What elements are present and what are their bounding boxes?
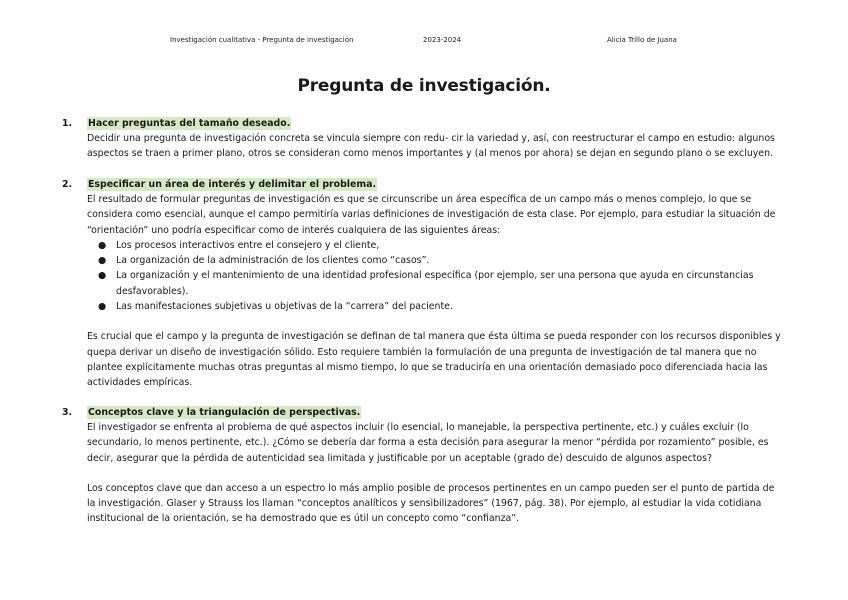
list-item: ● Las manifestaciones subjetivas u objetivas de la “carrera” del paciente. <box>87 299 782 314</box>
bullet-icon: ● <box>98 270 107 282</box>
bullet-icon: ● <box>98 301 107 313</box>
section-number: 1. <box>62 118 73 129</box>
paragraph: Es crucial que el campo y la pregunta de investigación se definan de tal manera que ésta última se pueda responder con los recursos disponibles y quepa derivar un diseño de investigación sólido. Esto requiere también la formulación de una pregunta de investigación de tal manera que no plantee explícitamente muchas otras preguntas al mismo tiempo, lo que se traduciría en una orientación demasiado poco diferenciada hacia las actividades empíricas. <box>87 331 781 389</box>
list-item: ● La organización de la administración de los clientes como “casos”. <box>87 253 782 268</box>
bullet-icon: ● <box>98 239 107 251</box>
page-title: Pregunta de investigación. <box>297 76 551 96</box>
section-3 <box>62 406 782 527</box>
paragraph: El investigador se enfrenta al problema de qué aspectos incluir (lo esencial, lo manejable, la perspectiva pertinente, etc.) y cuáles excluir (lo secundario, lo menos pertinente, etc.). ¿Cómo se debería dar forma a esta decisión para asegurar la menor “pérdida por rozamiento” posible, es decir, asegurar que la pérdida de autenticidad sea limitada y justificable por un aceptable (grado de) descuido de algunos aspectos? <box>87 422 769 464</box>
section-title: Conceptos clave y la triangulación de perspectivas. <box>88 407 361 418</box>
section-number: 3. <box>62 407 73 418</box>
section-number: 2. <box>62 179 73 190</box>
section-heading <box>62 178 782 191</box>
section-heading <box>62 117 782 130</box>
section-title: Hacer preguntas del tamaño deseado. <box>88 118 291 129</box>
paragraph: Los conceptos clave que dan acceso a un espectro lo más amplio posible de procesos pertinentes en un campo pueden ser el punto de partida de la investigación. Glaser y Strauss los llaman “conceptos analíticos y sensibilizadores” (1967, pág. 38). Por ejemplo, al estudiar la vida cotidiana institucional de la orientación, se ha demostrado que es útil un concepto como “confianza”. <box>87 482 775 525</box>
bullet-list <box>87 238 782 314</box>
section-2 <box>62 178 782 391</box>
paragraph: Decidir una pregunta de investigación concreta se vincula siempre con redu- cir la variedad y, así, con reestructurar el campo en estudio: algunos aspectos se traen a primer plano, otros se consideran como menos importantes y (al menos por ahora) se dejan en segundo plano o se excluyen. <box>87 133 775 160</box>
header-year: 2023-2024 <box>423 36 462 44</box>
section-1 <box>62 117 782 162</box>
list-item: ● Los procesos interactivos entre el consejero y el cliente, <box>87 238 782 253</box>
section-title: Especificar un área de interés y delimitar el problema. <box>88 179 377 190</box>
paragraph: El resultado de formular preguntas de investigación es que se circunscribe un área específica de un campo más o menos complejo, lo que se considera como esencial, aunque el campo permitiría varias definiciones de investigación de esta clase. Por ejemplo, para estudiar la situación de “orientación” uno podría especificar como de interés cualquiera de las siguientes áreas: <box>87 194 776 236</box>
list-item: ● La organización y el mantenimiento de una identidad profesional específica (por ejemplo, ser una persona que ayuda en circunstancias desfavorables). <box>98 270 754 297</box>
header-course: Investigación cualitativa - Pregunta de investigación <box>170 36 354 44</box>
bullet-icon: ● <box>98 255 107 267</box>
header-author: Alicia Trillo de Juana <box>607 36 677 44</box>
section-heading <box>62 406 782 419</box>
